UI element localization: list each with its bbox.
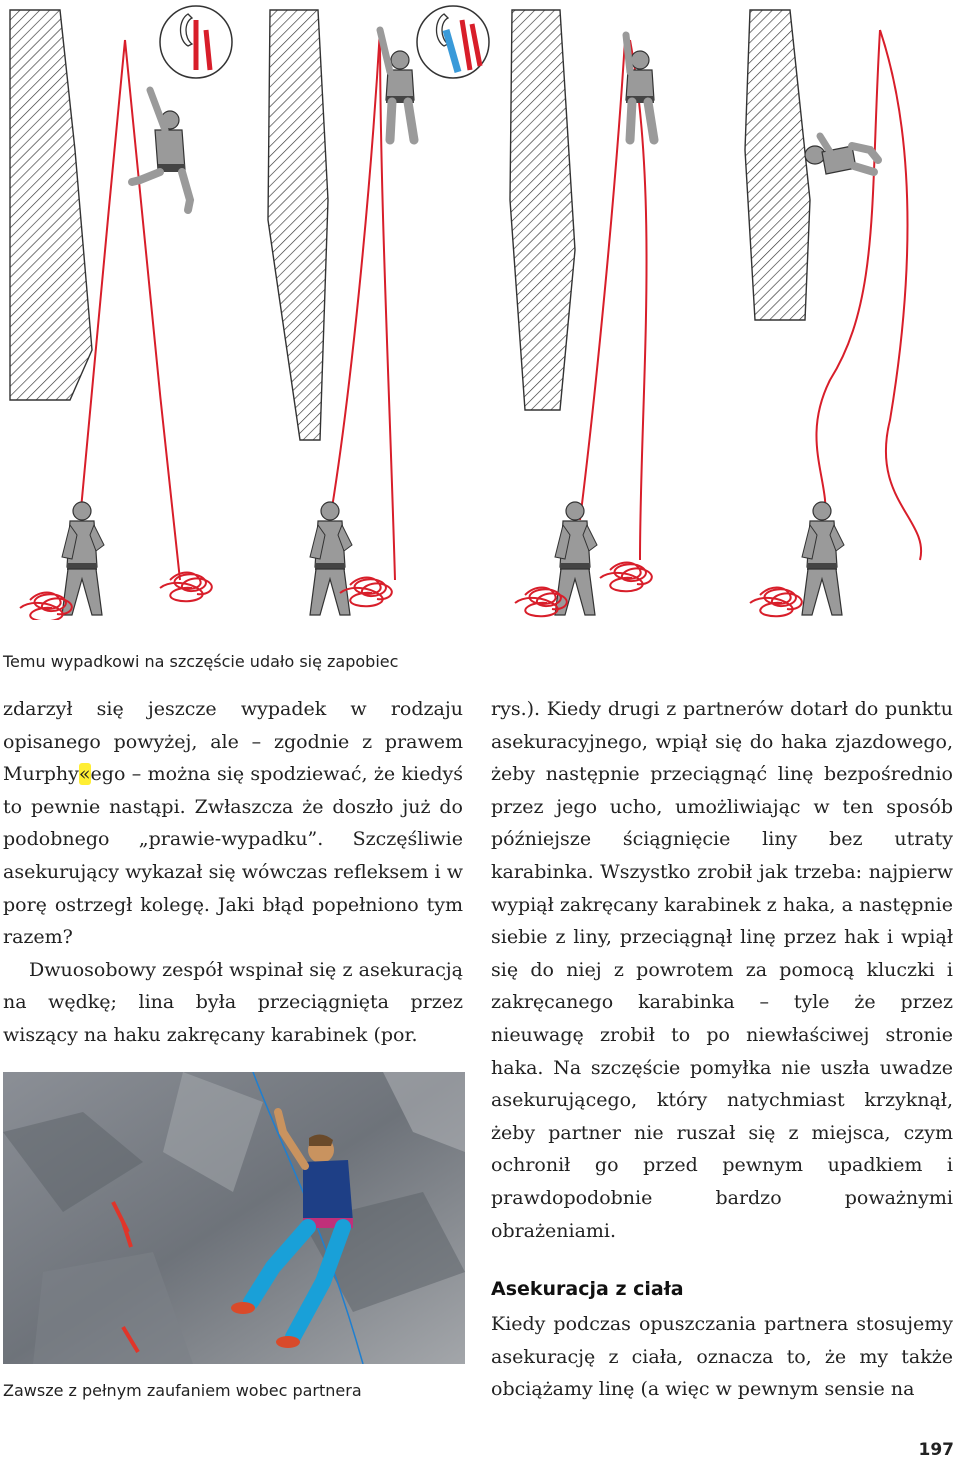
right-paragraph-1: rys.). Kiedy drugi z partnerów dotarł do punktu asekuracyjnego, wpiął się do haka zjazdowego, żeby następnie przeciągnąć linę bezpośrednio przez jego ucho, umożliwiając w ten sposób późniejsze ściągnięcie liny bez utraty karabinka. Wszystko zrobił jak trzeba: najpierw wypiął zakręcany karabinek z haka, a następnie siebie z liny, przeciągnął linę przez hak i wpiął się do niej z powrotem za pomocą kluczki i zakręcanego karabinka – tyle że przez nieuwagę zrobił to po niewłaściwej stronie haka. Na szczęście pomyłka nie uszła uwadze asekurującego, który natychmiast krzyknął, żeby partner nie ruszał się z miejsca, czym ochronił go przed pewnym upadkiem i prawdopodobnie bardzo poważnymi obrażeniami.	[491, 698, 953, 1242]
section-heading: Asekuracja z ciała	[491, 1278, 684, 1300]
left-paragraph-1: zdarzył się jeszcze wypadek w rodzaju opisanego powyżej, ale – zgodnie z prawem Murphy«ego – można się spodziewać, że kiedyś to pewnie nastąpi. Zwłaszcza że doszło już do podobnego „prawie-wypadku”. Szczęśliwie asekurujący wykazał się wówczas refleksem i w porę ostrzegł kolegę. Jaki błąd popełniono tym razem?	[3, 698, 463, 949]
illustration-caption: Temu wypadkowi na szczęście udało się zapobiec	[3, 652, 399, 671]
right-paragraph-2: Kiedy podczas opuszczania partnera stosujemy asekurację z ciała, oznacza to, że my także obciążamy linę (a więc w pewnym sensie na	[491, 1313, 953, 1401]
falling-climber	[805, 136, 878, 174]
detail-circle-1	[160, 6, 232, 78]
climber-photo	[3, 1072, 465, 1364]
page-number: 197	[918, 1440, 954, 1460]
left-paragraph-2: Dwuosobowy zespół wspinał się z asekuracją na wędkę; lina była przeciągnięta przez wiszący na haku zakręcany karabinek (por.	[3, 958, 463, 1046]
photo-caption: Zawsze z pełnym zaufaniem wobec partnera	[3, 1381, 362, 1400]
right-column-2	[491, 1308, 953, 1406]
belayer-1	[62, 502, 104, 615]
highlighted-mark: «	[78, 763, 91, 786]
climber-2	[380, 30, 414, 140]
belayer-2	[310, 502, 352, 615]
climber-3	[626, 35, 654, 140]
detail-circle-2	[417, 6, 489, 78]
belayer-4	[802, 502, 844, 615]
right-column	[491, 693, 953, 1247]
left-column	[3, 693, 463, 1052]
rappel-sequence-illustration	[0, 0, 960, 620]
